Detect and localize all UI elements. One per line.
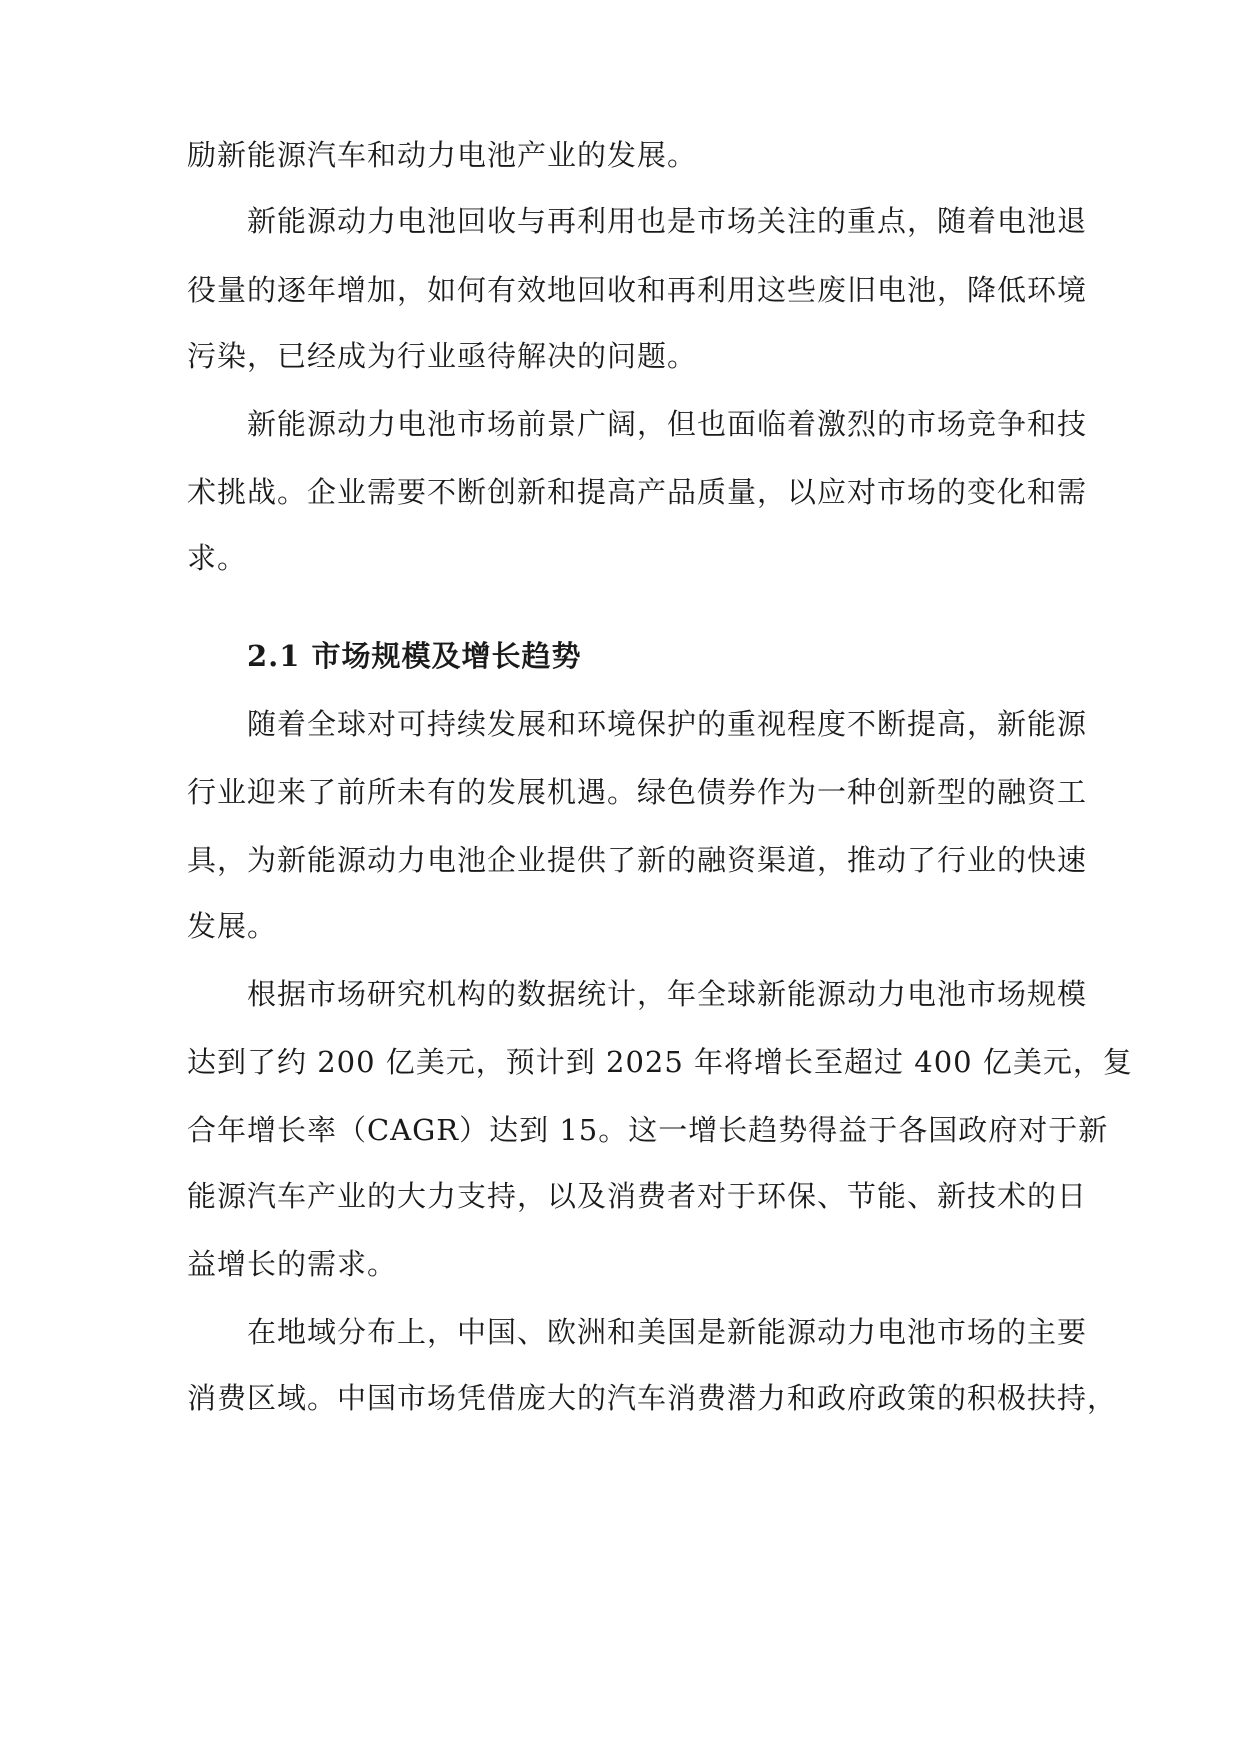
paragraph-line: 求。 bbox=[187, 541, 248, 575]
paragraph-line: 根据市场研究机构的数据统计，年全球新能源动力电池市场规模 bbox=[247, 977, 1088, 1011]
paragraph-line: 励新能源汽车和动力电池产业的发展。 bbox=[187, 138, 698, 172]
paragraph-line: 污染，已经成为行业亟待解决的问题。 bbox=[187, 339, 698, 373]
section-heading: 2.1 市场规模及增长趋势 bbox=[247, 639, 582, 673]
paragraph-line: 合年增长率（CAGR）达到 15。这一增长趋势得益于各国政府对于新 bbox=[187, 1113, 1109, 1147]
paragraph-line: 益增长的需求。 bbox=[187, 1247, 398, 1281]
paragraph-line: 消费区域。中国市场凭借庞大的汽车消费潜力和政府政策的积极扶持， bbox=[187, 1381, 1118, 1415]
paragraph-line: 发展。 bbox=[187, 909, 278, 943]
paragraph-line: 新能源动力电池回收与再利用也是市场关注的重点，随着电池退 bbox=[247, 204, 1088, 238]
paragraph-line: 随着全球对可持续发展和环境保护的重视程度不断提高，新能源 bbox=[247, 707, 1088, 741]
paragraph-line: 役量的逐年增加，如何有效地回收和再利用这些废旧电池，降低环境 bbox=[187, 273, 1088, 307]
paragraph-line: 具，为新能源动力电池企业提供了新的融资渠道，推动了行业的快速 bbox=[187, 843, 1088, 877]
paragraph-line: 能源汽车产业的大力支持，以及消费者对于环保、节能、新技术的日 bbox=[187, 1179, 1088, 1213]
paragraph-line: 术挑战。企业需要不断创新和提高产品质量，以应对市场的变化和需 bbox=[187, 475, 1088, 509]
paragraph-line: 在地域分布上，中国、欧洲和美国是新能源动力电池市场的主要 bbox=[247, 1315, 1088, 1349]
paragraph-line: 行业迎来了前所未有的发展机遇。绿色债券作为一种创新型的融资工 bbox=[187, 775, 1088, 809]
paragraph-line: 新能源动力电池市场前景广阔，但也面临着激烈的市场竞争和技 bbox=[247, 407, 1088, 441]
paragraph-line: 达到了约 200 亿美元，预计到 2025 年将增长至超过 400 亿美元，复 bbox=[187, 1045, 1133, 1079]
